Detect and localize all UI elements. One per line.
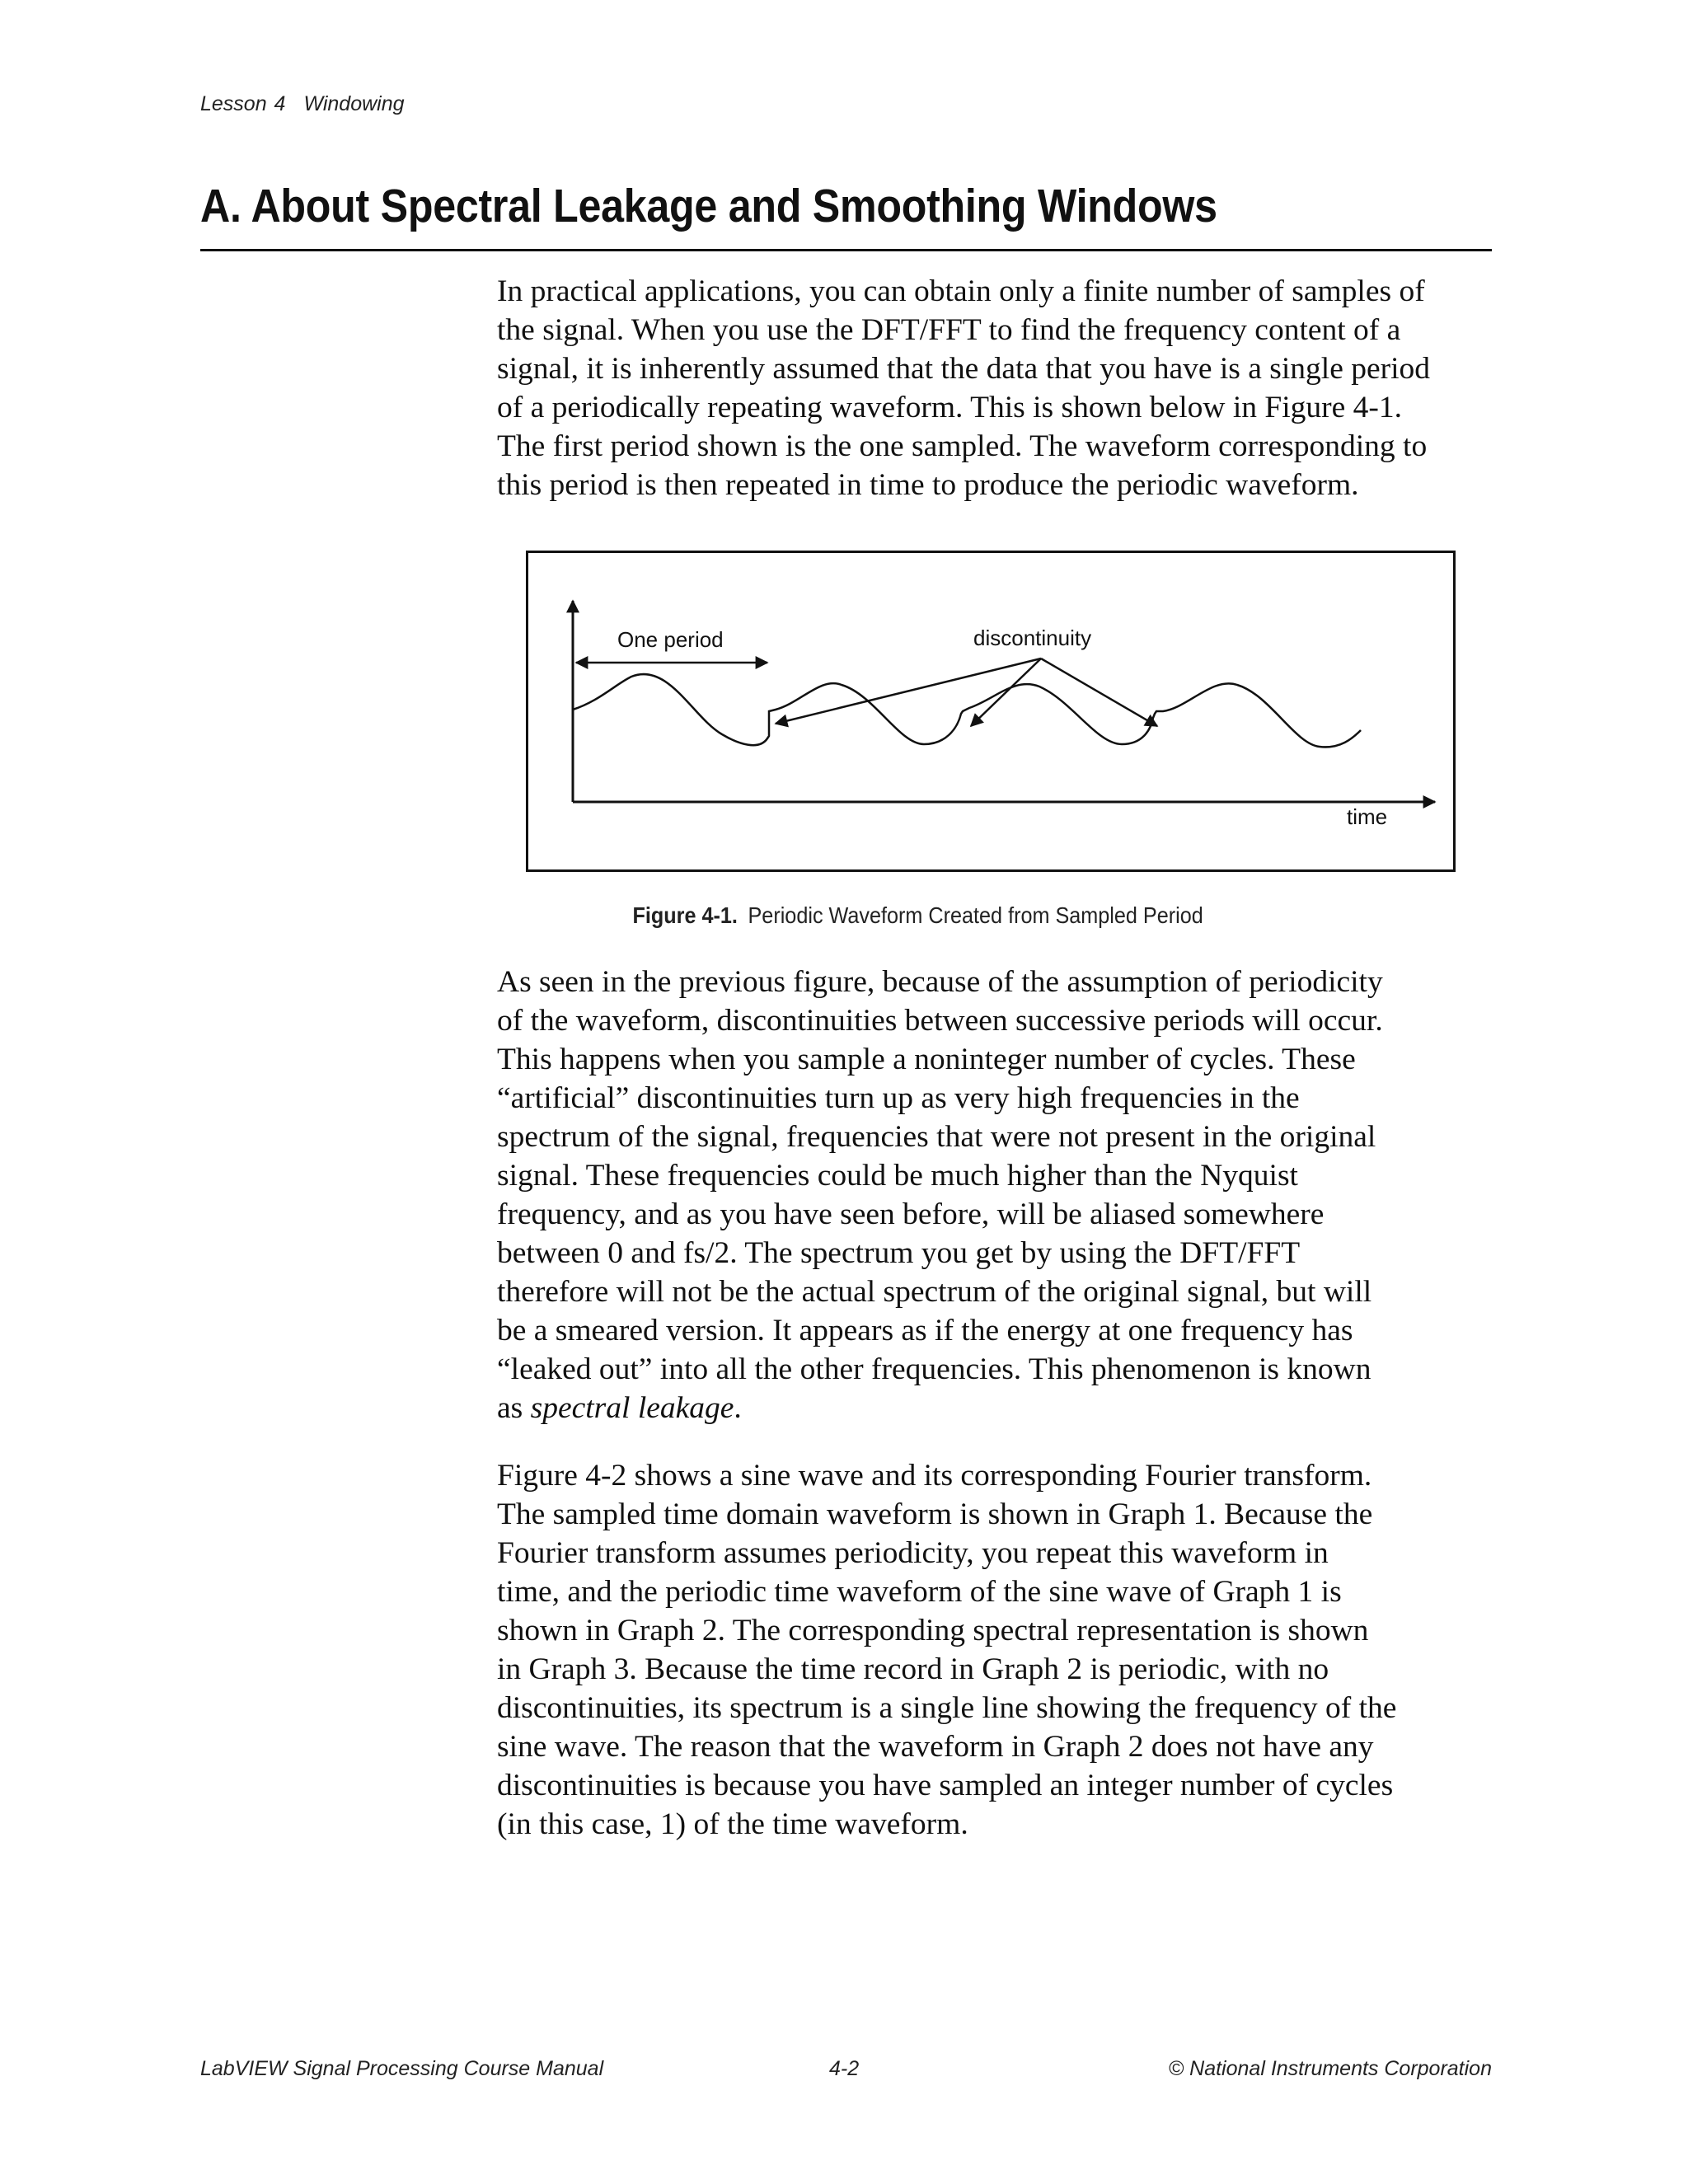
paragraph-line: in Graph 3. Because the time record in Graph 2 is periodic, with no bbox=[497, 1652, 1329, 1686]
running-head-title: Windowing bbox=[303, 92, 405, 115]
discontinuity-pointer-3 bbox=[1041, 658, 1157, 726]
label-one-period: One period bbox=[617, 627, 724, 652]
paragraph-line: sine wave. The reason that the waveform in Graph 2 does not have any bbox=[497, 1730, 1374, 1764]
last-line-suffix: . bbox=[734, 1391, 742, 1425]
label-time: time bbox=[1347, 804, 1388, 829]
paragraph-line: be a smeared version. It appears as if the energy at one frequency has bbox=[497, 1314, 1353, 1347]
section-heading: A. About Spectral Leakage and Smoothing Windows bbox=[200, 180, 1217, 232]
caption-number: Figure 4-1. bbox=[632, 902, 738, 928]
paragraph-line: spectrum of the signal, frequencies that were not present in the original bbox=[497, 1120, 1376, 1154]
paragraph-2 bbox=[497, 963, 1486, 1427]
paragraph-line bbox=[497, 1389, 1486, 1427]
heading-rule bbox=[200, 249, 1492, 251]
paragraph-line: signal. These frequencies could be much higher than the Nyquist bbox=[497, 1159, 1298, 1193]
figure-periodic-waveform bbox=[526, 551, 1456, 872]
label-discontinuity: discontinuity bbox=[973, 626, 1092, 650]
paragraph-line: shown in Graph 2. The corresponding spectral representation is shown bbox=[497, 1614, 1369, 1647]
paragraph-line: time, and the periodic time waveform of the sine wave of Graph 1 is bbox=[497, 1575, 1342, 1609]
paragraph-line: therefore will not be the actual spectrum of the original signal, but will bbox=[497, 1275, 1372, 1309]
paragraph-line: (in this case, 1) of the time waveform. bbox=[497, 1807, 968, 1841]
paragraph-3 bbox=[497, 1456, 1486, 1844]
paragraph-line: As seen in the previous figure, because of the assumption of periodicity bbox=[497, 965, 1383, 999]
paragraph-line: discontinuities is because you have sampled an integer number of cycles bbox=[497, 1769, 1394, 1802]
paragraph-line: The first period shown is the one sampled. The waveform corresponding to bbox=[497, 429, 1428, 463]
paragraph-1 bbox=[497, 272, 1486, 504]
footer-page-number: 4-2 bbox=[829, 2057, 860, 2080]
discontinuity-pointer-2 bbox=[971, 658, 1041, 726]
paragraph-line: “artificial” discontinuities turn up as very high frequencies in the bbox=[497, 1081, 1300, 1115]
paragraph-line: Figure 4-2 shows a sine wave and its corresponding Fourier transform. bbox=[497, 1459, 1372, 1493]
paragraph-line: Fourier transform assumes periodicity, you repeat this waveform in bbox=[497, 1536, 1329, 1570]
term-spectral-leakage: spectral leakage bbox=[530, 1391, 734, 1425]
paragraph-line: the signal. When you use the DFT/FFT to find the frequency content of a bbox=[497, 313, 1401, 347]
paragraph-line: this period is then repeated in time to produce the periodic waveform. bbox=[497, 468, 1359, 502]
paragraph-line: “leaked out” into all the other frequencies. This phenomenon is known bbox=[497, 1352, 1372, 1386]
footer-copyright: © National Instruments Corporation bbox=[1168, 2057, 1492, 2080]
paragraph-line: signal, it is inherently assumed that the data that you have is a single period bbox=[497, 352, 1431, 386]
waveform-curve bbox=[573, 674, 1361, 747]
running-head bbox=[200, 92, 405, 116]
figure-diagram bbox=[528, 553, 1453, 869]
last-line-prefix: as bbox=[497, 1391, 531, 1425]
paragraph-line: In practical applications, you can obtain only a finite number of samples of bbox=[497, 274, 1425, 308]
footer-manual-title: LabVIEW Signal Processing Course Manual bbox=[200, 2057, 604, 2080]
paragraph-line: of the waveform, discontinuities between successive periods will occur. bbox=[497, 1004, 1383, 1038]
paragraph-line: This happens when you sample a noninteger number of cycles. These bbox=[497, 1043, 1356, 1076]
paragraph-line: discontinuities, its spectrum is a single line showing the frequency of the bbox=[497, 1691, 1397, 1725]
paragraph-line: of a periodically repeating waveform. This is shown below in Figure 4-1. bbox=[497, 391, 1403, 424]
figure-caption bbox=[0, 902, 1688, 929]
paragraph-line: The sampled time domain waveform is shown in Graph 1. Because the bbox=[497, 1497, 1373, 1531]
paragraph-line: between 0 and fs/2. The spectrum you get by using the DFT/FFT bbox=[497, 1236, 1301, 1270]
caption-text: Periodic Waveform Created from Sampled Period bbox=[748, 902, 1204, 928]
running-head-lesson: Lesson 4 bbox=[200, 92, 286, 115]
paragraph-line: frequency, and as you have seen before, will be aliased somewhere bbox=[497, 1197, 1325, 1231]
